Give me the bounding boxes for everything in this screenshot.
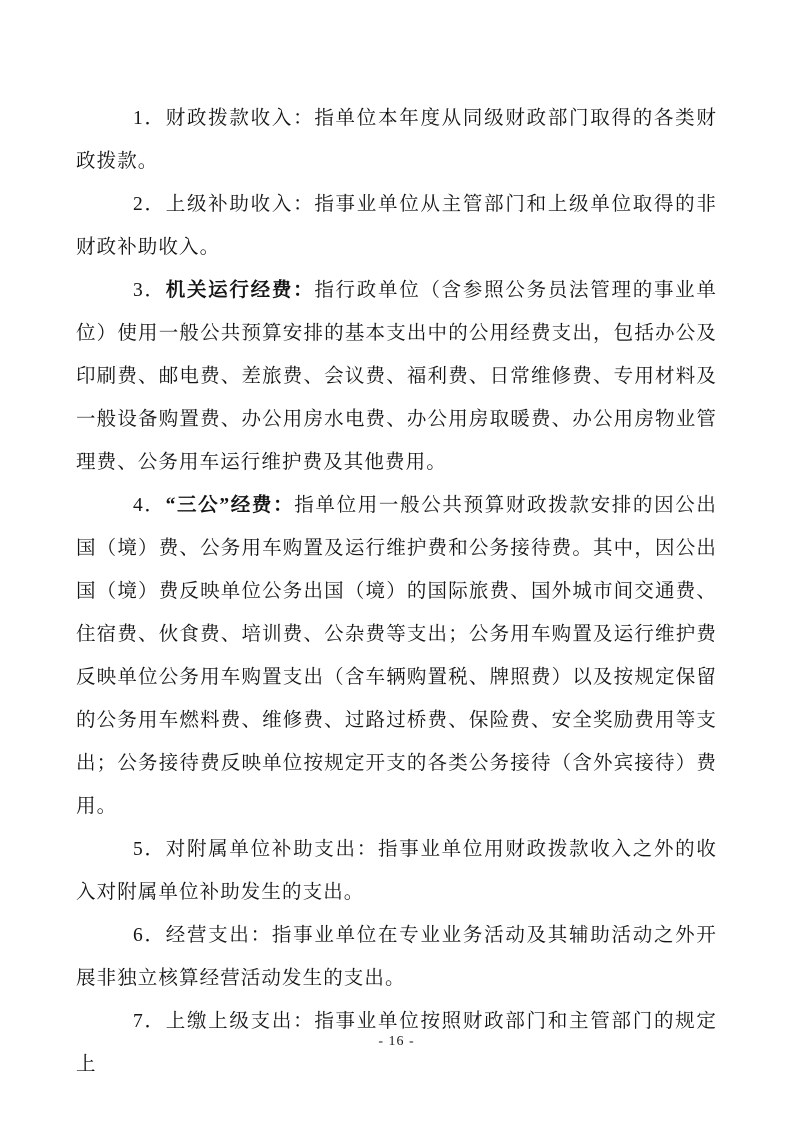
paragraph-item-4 [76,484,717,828]
paragraph-item-5 [76,828,717,914]
item-body: 指单位用一般公共预算财政拨款安排的因公出国（境）费、公务用车购置及运行维护费和公务接待费。其中，因公出国（境）费反映单位公务出国（境）的国际旅费、国外城市间交通费、住宿费、伙食费、培训费、公杂费等支出；公务用车购置及运行维护费反映单位公务用车购置支出（含车辆购置税、牌照费）以及按规定保留的公务用车燃料费、维修费、过路过桥费、保险费、安全奖励费用等支出；公务接待费反映单位按规定开支的各类公务接待（含外宾接待）费用。 [76,495,718,817]
item-body: 指事业单位用财政拨款收入之外的收入对附属单位补助发生的支出。 [76,839,718,903]
item-body: 指行政单位（含参照公务员法管理的事业单位）使用一般公共预算安排的基本支出中的公用经费支出，包括办公及印刷费、邮电费、差旅费、会议费、福利费、日常维修费、专用材料及一般设备购置费、办公用房水电费、办公用房取暖费、办公用房物业管理费、公务用车运行维护费及其他费用。 [76,280,718,473]
paragraph-item-6 [76,914,717,1000]
paragraph-item-2 [76,183,717,269]
item-body: 指事业单位在专业业务活动及其辅助活动之外开展非独立核算经营活动发生的支出。 [76,925,717,989]
item-number: 1． [133,108,166,129]
item-term: 经营支出： [165,925,272,946]
item-term: 上缴上级支出： [165,1011,315,1032]
item-number: 2． [133,194,166,215]
item-term: 对附属单位补助支出： [165,839,378,860]
item-term: “三公”经费： [165,495,295,516]
item-term: 上级补助收入： [165,194,315,215]
item-term: 机关运行经费： [165,280,315,301]
item-number: 7． [133,1011,166,1032]
item-number: 4． [133,495,166,516]
item-body: 指事业单位按照财政部门和主管部门的规定上 [76,1011,718,1075]
page-number: - 16 - [378,1034,415,1049]
item-term: 财政拨款收入： [165,108,315,129]
item-number: 6． [133,925,166,946]
paragraph-item-3 [76,269,717,484]
paragraph-item-1 [76,97,717,183]
item-number: 5． [133,839,166,860]
item-number: 3． [133,280,166,301]
item-body: 指单位本年度从同级财政部门取得的各类财政拨款。 [76,108,718,172]
item-body: 指事业单位从主管部门和上级单位取得的非财政补助收入。 [76,194,718,258]
